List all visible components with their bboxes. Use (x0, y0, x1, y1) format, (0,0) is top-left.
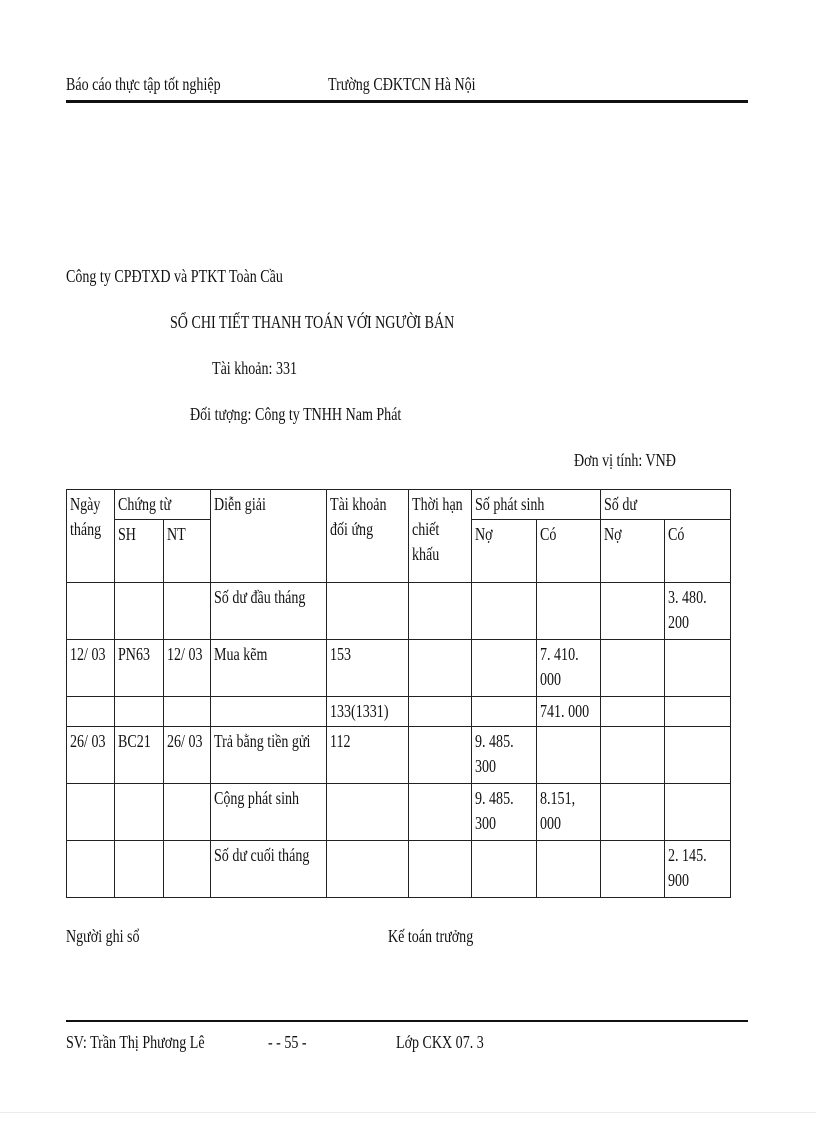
cell-balance-debit (601, 841, 665, 898)
ledger-table (66, 489, 731, 898)
table-row (67, 841, 731, 898)
cell-description: Cộng phát sinh (211, 784, 327, 841)
company-name: Công ty CPĐTXD và PTKT Toàn Cầu (66, 266, 283, 286)
cell-balance-debit (601, 727, 665, 784)
cell-date (67, 697, 115, 727)
cell-balance-credit (665, 640, 731, 697)
cell-voucher-nt (164, 784, 211, 841)
cell-description: Số dư cuối tháng (211, 841, 327, 898)
counterparty: Đối tượng: Công ty TNHH Nam Phát (190, 404, 402, 424)
cell-discount-term (409, 727, 472, 784)
cell-balance-credit: 3. 480. 200 (665, 583, 731, 640)
cell-contra-account: 153 (327, 640, 409, 697)
chief-accountant-signature: Kế toán trưởng (388, 926, 474, 946)
header-balance-debit: Nợ (601, 520, 665, 583)
cell-debit (472, 841, 537, 898)
cell-voucher-sh (115, 583, 164, 640)
cell-description: Mua kẽm (211, 640, 327, 697)
cell-debit (472, 583, 537, 640)
cell-balance-debit (601, 784, 665, 841)
cell-voucher-nt (164, 583, 211, 640)
cell-discount-term (409, 640, 472, 697)
cell-balance-debit (601, 640, 665, 697)
page-bottom-line (0, 1112, 816, 1113)
cell-voucher-nt (164, 697, 211, 727)
cell-date (67, 583, 115, 640)
table-row (67, 640, 731, 697)
cell-credit: 741. 000 (537, 697, 601, 727)
cell-date: 12/ 03 (67, 640, 115, 697)
table-row (67, 784, 731, 841)
cell-debit: 9. 485. 300 (472, 784, 537, 841)
cell-voucher-nt: 12/ 03 (164, 640, 211, 697)
cell-credit: 8.151, 000 (537, 784, 601, 841)
header-debit: Nợ (472, 520, 537, 583)
cell-date (67, 784, 115, 841)
header-report-title: Báo cáo thực tập tốt nghiệp (66, 74, 221, 94)
cell-discount-term (409, 841, 472, 898)
cell-voucher-nt: 26/ 03 (164, 727, 211, 784)
cell-contra-account: 112 (327, 727, 409, 784)
recorder-signature: Người ghi sổ (66, 926, 140, 946)
cell-voucher-sh (115, 697, 164, 727)
cell-debit (472, 697, 537, 727)
cell-credit (537, 841, 601, 898)
cell-voucher-sh (115, 841, 164, 898)
header-credit: Có (537, 520, 601, 583)
cell-credit: 7. 410. 000 (537, 640, 601, 697)
cell-balance-credit (665, 784, 731, 841)
header-discount-term: Thời hạn chiết khấu (409, 490, 472, 583)
cell-balance-credit (665, 727, 731, 784)
cell-credit (537, 727, 601, 784)
ledger-body (67, 583, 731, 898)
header-school-name: Trường CĐKTCN Hà Nội (328, 74, 476, 94)
header-voucher-sh: SH (115, 520, 164, 583)
header-balance: Số dư (601, 490, 731, 520)
cell-contra-account (327, 583, 409, 640)
cell-balance-debit (601, 583, 665, 640)
header-contra-account: Tài khoản đối ứng (327, 490, 409, 583)
cell-discount-term (409, 697, 472, 727)
cell-voucher-sh: PN63 (115, 640, 164, 697)
currency-unit: Đơn vị tính: VNĐ (574, 450, 676, 470)
page-number: - - 55 - (268, 1032, 307, 1052)
footer-class: Lớp CKX 07. 3 (396, 1032, 484, 1052)
cell-contra-account (327, 841, 409, 898)
cell-balance-credit (665, 697, 731, 727)
cell-contra-account: 133(1331) (327, 697, 409, 727)
cell-balance-debit (601, 697, 665, 727)
header-date: Ngày tháng (67, 490, 115, 583)
header-arising: Số phát sinh (472, 490, 601, 520)
cell-voucher-sh (115, 784, 164, 841)
header-voucher: Chứng từ (115, 490, 211, 520)
footer-student: SV: Trần Thị Phương Lê (66, 1032, 205, 1052)
cell-debit: 9. 485. 300 (472, 727, 537, 784)
table-row (67, 583, 731, 640)
header-description: Diễn giải (211, 490, 327, 583)
cell-debit (472, 640, 537, 697)
header-divider (66, 100, 748, 103)
account-number: Tài khoản: 331 (212, 358, 298, 378)
footer-divider (66, 1020, 748, 1022)
cell-voucher-nt (164, 841, 211, 898)
table-row (67, 727, 731, 784)
cell-date (67, 841, 115, 898)
cell-description (211, 697, 327, 727)
header-voucher-nt: NT (164, 520, 211, 583)
cell-voucher-sh: BC21 (115, 727, 164, 784)
ledger-title: SỔ CHI TIẾT THANH TOÁN VỚI NGƯỜI BÁN (170, 312, 455, 332)
cell-discount-term (409, 583, 472, 640)
cell-balance-credit: 2. 145. 900 (665, 841, 731, 898)
cell-description: Trả bằng tiền gửi (211, 727, 327, 784)
cell-contra-account (327, 784, 409, 841)
table-row (67, 697, 731, 727)
cell-discount-term (409, 784, 472, 841)
cell-description: Số dư đầu tháng (211, 583, 327, 640)
header-balance-credit: Có (665, 520, 731, 583)
cell-credit (537, 583, 601, 640)
cell-date: 26/ 03 (67, 727, 115, 784)
table-header-row (67, 490, 731, 520)
